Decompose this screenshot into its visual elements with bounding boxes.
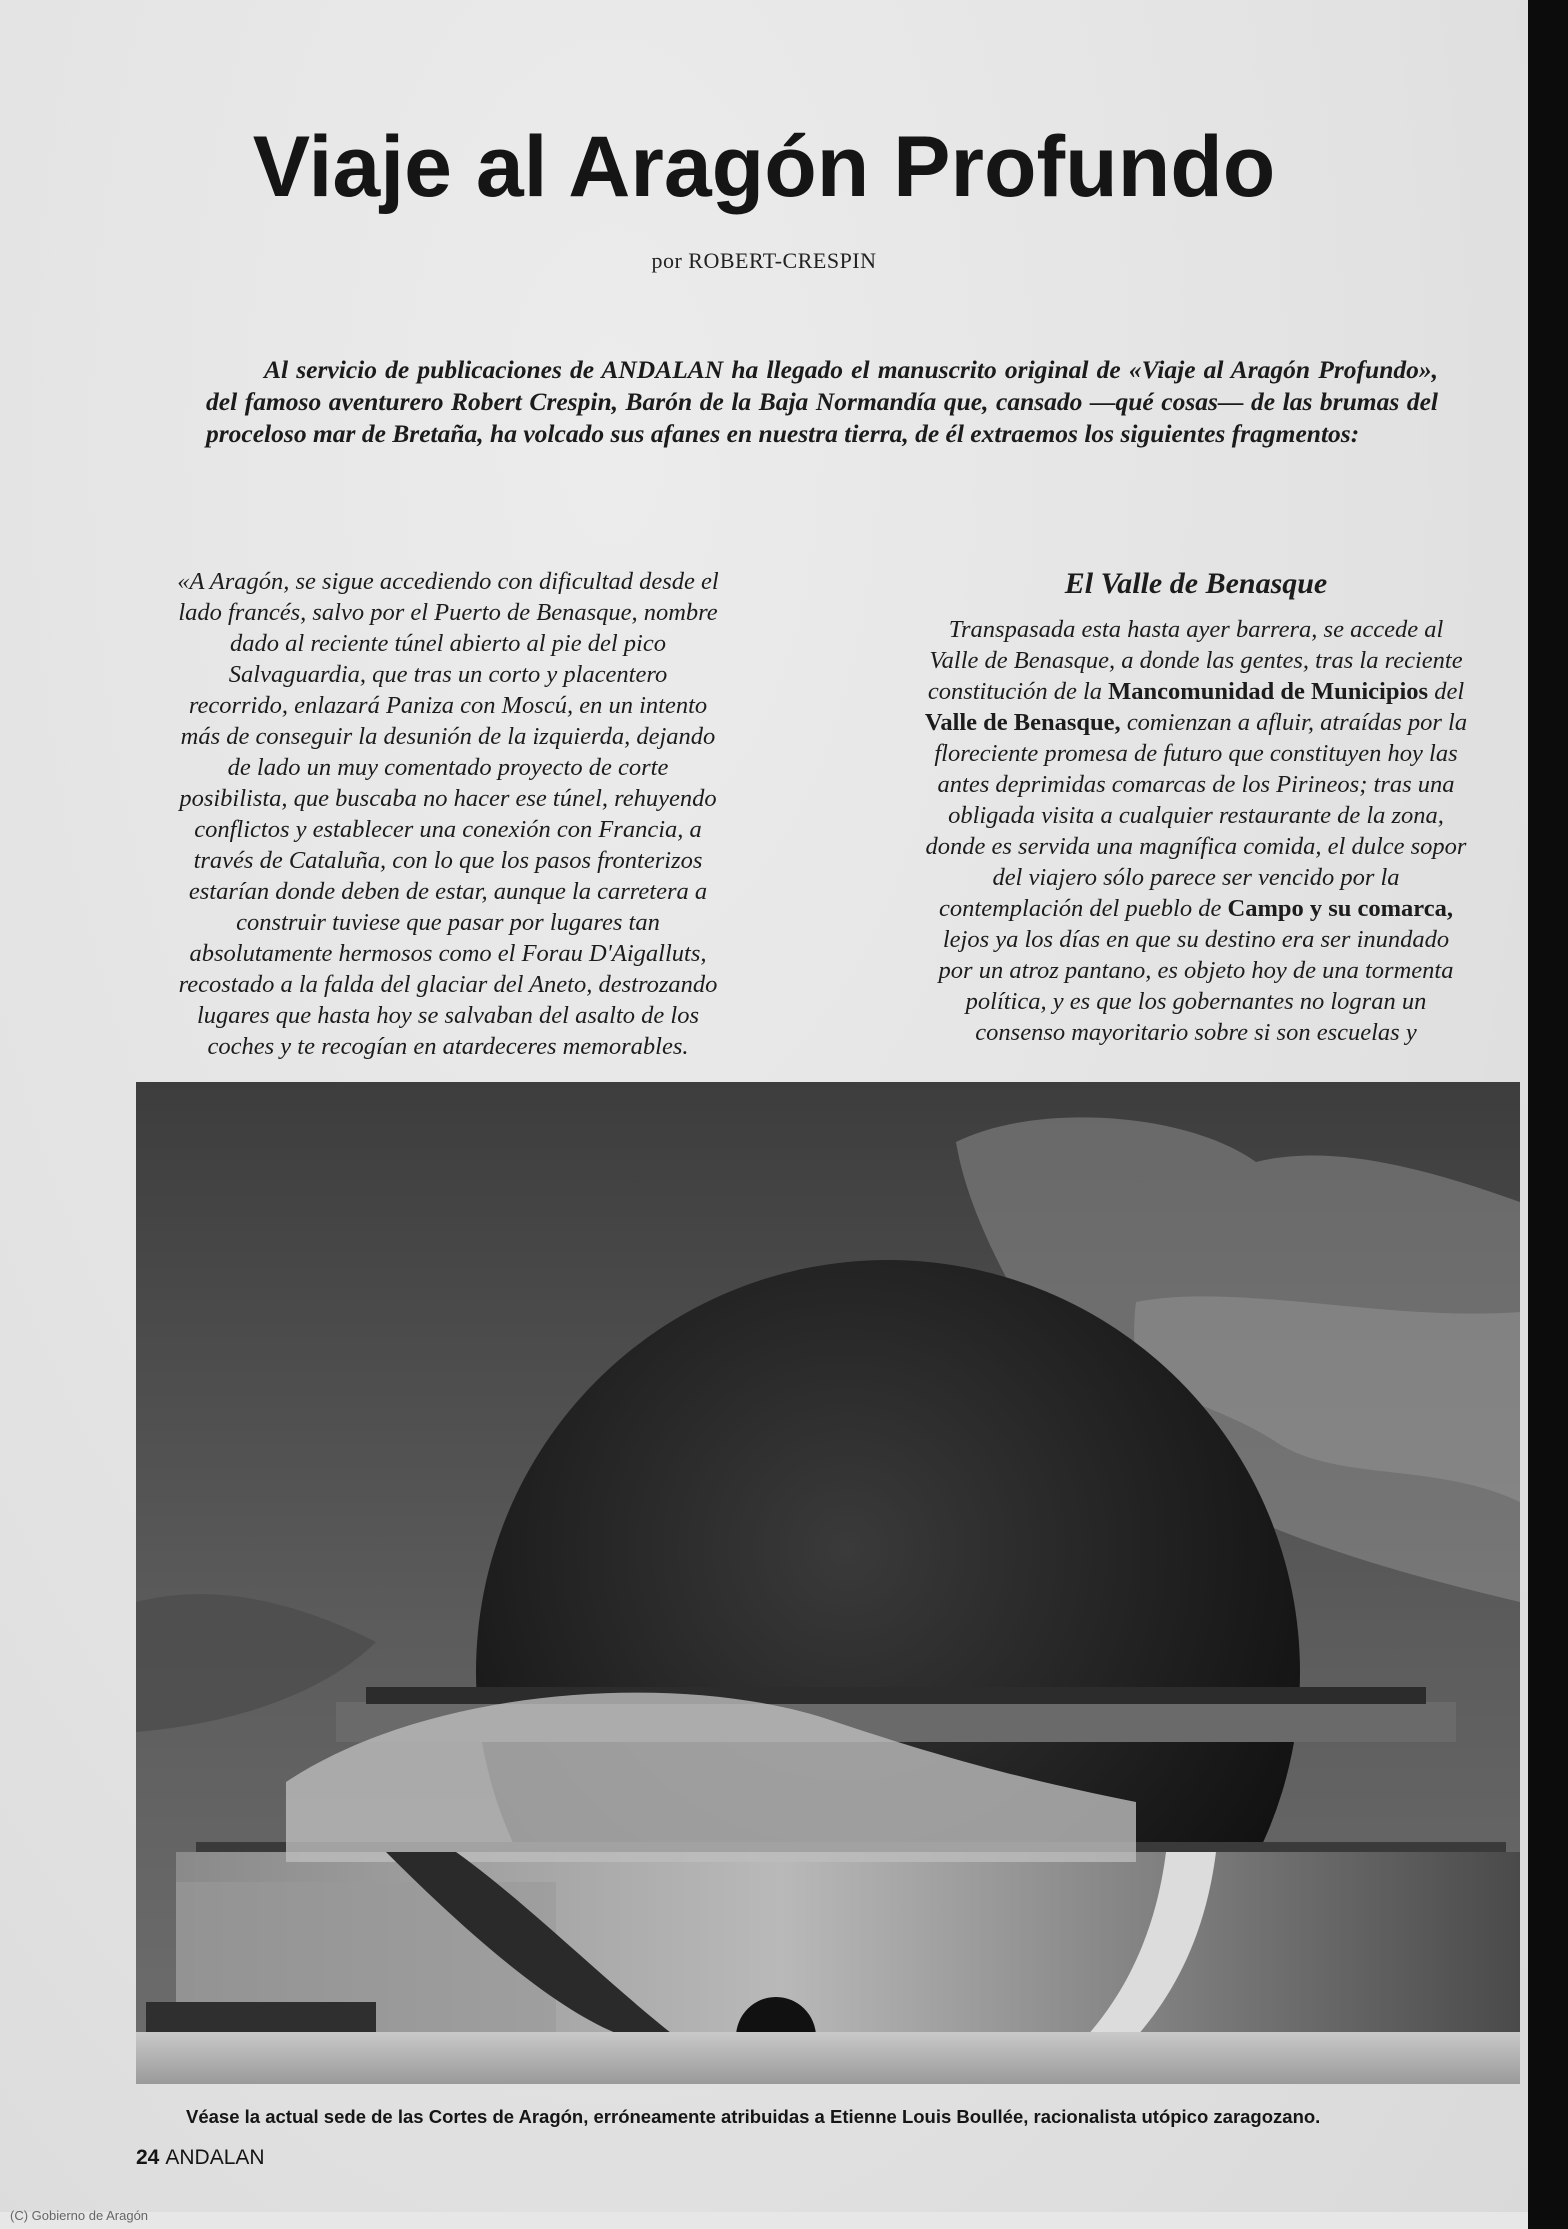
right-column-line: política, y es que los gobernantes no logran un (965, 988, 1427, 1015)
tree-row-bottom (146, 2002, 376, 2032)
page-number: 24 (136, 2146, 160, 2169)
left-column-line: conflictos y establecer una conexión con Francia, a (194, 816, 702, 843)
right-column-line: contemplación del pueblo de Campo y su comarca, (939, 895, 1453, 922)
bold-term: Campo y su comarca, (1227, 895, 1453, 922)
intro-paragraph: Al servicio de publicaciones de ANDALAN ha llegado el manuscrito original de «Viaje al Aragón Profundo», del famoso aventurero Robert Crespin, Barón de la Baja Normandía que, cansado —qué cosas— de las brumas del proceloso mar de Bretaña, ha volcado sus afanes en nuestra tierra, de él extraemos los siguientes fragmentos: (206, 355, 1438, 448)
left-column-line: coches y te recogían en atardeceres memorables. (207, 1033, 689, 1060)
right-column-line: consenso mayoritario sobre si son escuelas y (975, 1019, 1417, 1046)
right-column-line: del viajero sólo parece ser vencido por la (992, 864, 1400, 891)
left-column-line: «A Aragón, se sigue accediendo con dificultad desde el (177, 568, 719, 595)
right-column-line: donde es servida una magnífica comida, el dulce sopor (925, 833, 1467, 860)
next-page-edge (1528, 0, 1568, 2229)
photo-cenotaph-engraving (136, 1082, 1520, 2084)
right-column-line: constitución de la Mancomunidad de Municipios del (927, 678, 1465, 705)
left-column-line: lugares que hasta hoy se salvaban del asalto de los (197, 1002, 699, 1029)
left-column-line: Salvaguardia, que tras un corto y placentero (228, 661, 668, 688)
left-column-line: dado al reciente túnel abierto al pie del pico (230, 630, 666, 657)
right-column-line: floreciente promesa de futuro que constituyen hoy las (934, 740, 1458, 767)
left-column-line: lado francés, salvo por el Puerto de Benasque, nombre (178, 599, 718, 626)
left-column-line: recorrido, enlazará Paniza con Moscú, en un intento (188, 692, 708, 719)
left-column-line: absolutamente hermosos como el Forau D'Aigalluts, (189, 940, 707, 967)
engraving-illustration (136, 1082, 1520, 2084)
right-column-line: Transpasada esta hasta ayer barrera, se accede al (948, 616, 1444, 643)
page-footer (136, 2146, 265, 2170)
right-column-line: Valle de Benasque, a donde las gentes, tras la reciente (929, 647, 1463, 674)
photo-caption: Véase la actual sede de las Cortes de Aragón, erróneamente atribuidas a Etienne Louis Boullée, racionalista utópico zaragozano. (186, 2106, 1321, 2127)
right-column (872, 566, 1520, 1048)
left-column (124, 566, 772, 1062)
section-title: El Valle de Benasque (1064, 567, 1328, 600)
left-column-line: de lado un muy comentado proyecto de corte (227, 754, 669, 781)
right-column-line: obligada visita a cualquier restaurante de la zona, (948, 802, 1444, 829)
left-column-line: más de conseguir la desunión de la izquierda, dejando (180, 723, 716, 750)
right-column-line: lejos ya los días en que su destino era ser inundado (942, 926, 1450, 953)
left-column-line: estarían donde deben de estar, aunque la carretera a (188, 878, 708, 905)
magazine-name: ANDALAN (165, 2146, 265, 2169)
bold-term: Valle de Benasque, (924, 709, 1121, 736)
ground (136, 2032, 1520, 2084)
byline: por ROBERT-CRESPIN (651, 248, 877, 273)
right-column-line: Valle de Benasque, comienzan a afluir, atraídas por la (924, 709, 1468, 736)
copyright-notice: (C) Gobierno de Aragón (10, 2208, 149, 2223)
right-column-line: por un atroz pantano, es objeto hoy de una tormenta (938, 957, 1454, 984)
right-column-line: antes deprimidas comarcas de los Pirineos; tras una (937, 771, 1455, 798)
bold-term: Mancomunidad de Municipios (1108, 678, 1429, 705)
right-column-body (872, 614, 1520, 1048)
article-title: Viaje al Aragón Profundo (252, 119, 1276, 215)
left-column-line: través de Cataluña, con lo que los pasos fronterizos (193, 847, 703, 874)
left-column-line: recostado a la falda del glaciar del Aneto, destrozando (178, 971, 718, 998)
left-column-line: posibilista, que buscaba no hacer ese túnel, rehuyendo (179, 785, 717, 812)
left-column-line: construir tuviese que pasar por lugares tan (236, 909, 660, 936)
